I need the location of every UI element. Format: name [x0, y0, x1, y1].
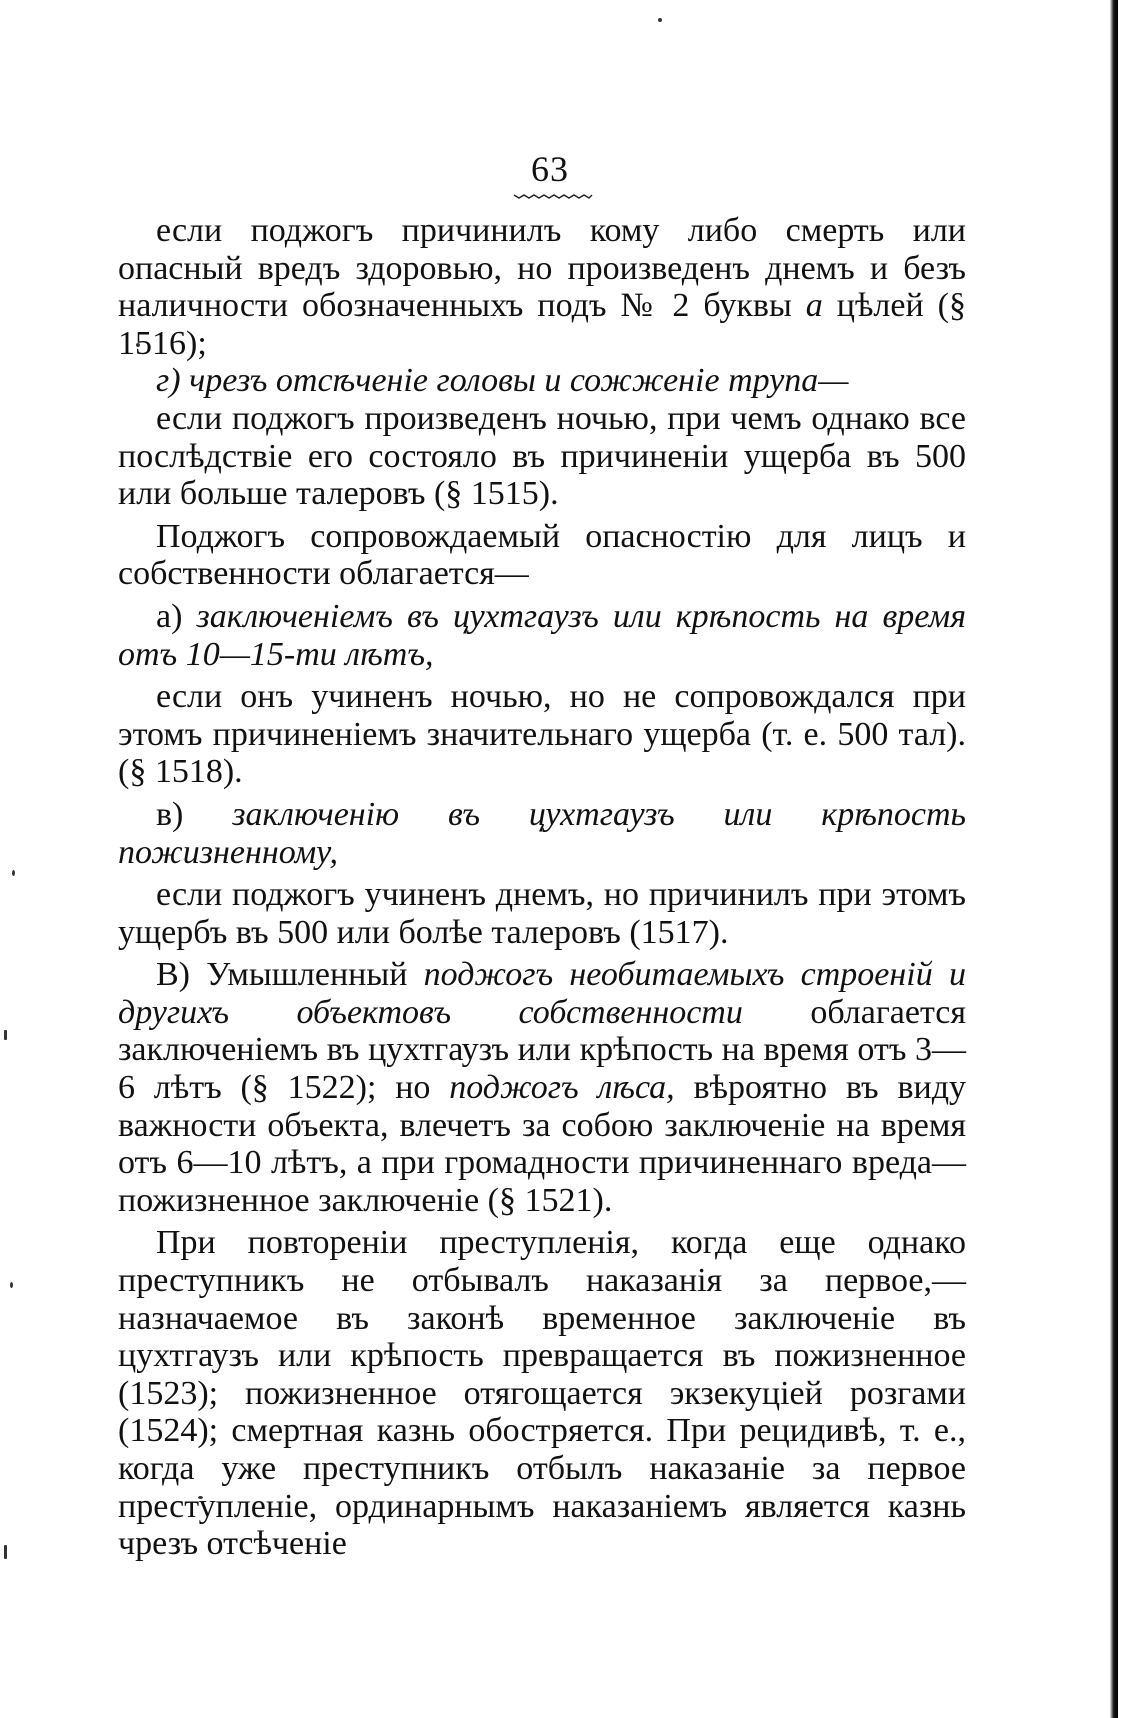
italic-text-run: заключенію въ цухтгаузъ или крѣпость пожизненному,	[118, 795, 966, 871]
paragraph	[118, 1224, 966, 1562]
paragraph	[118, 400, 966, 513]
scan-speck	[658, 18, 662, 22]
text-run: При повтореніи преступленія, когда еще однако преступникъ не отбывалъ наказанія за первое,—назначаемое въ законѣ временное заключеніе въ цухтгаузъ или крѣпость превращается въ пожизненное (1523); пожизненное отягощается экзекуціей розгами (1524); смертная казнь обостряется. При рецидивѣ, т. е., когда уже преступникъ отбылъ наказаніе за первое преступленіе, ординарнымъ наказаніемъ является казнь чрезъ отсѣченіе	[118, 1224, 966, 1563]
italic-text-run: поджогъ необитаемыхъ строеній и другихъ объектовъ собственности	[118, 956, 966, 1031]
paragraph	[118, 598, 966, 673]
text-run: Поджогъ сопровождаемый опасностію для лицъ и собственности облагается—	[118, 517, 966, 593]
italic-text-run: г) чрезъ отсѣченіе головы и сожженіе трупа—	[156, 362, 849, 400]
scan-speck	[4, 1545, 7, 1559]
text-run: если онъ учиненъ ночью, но не сопровождался при этомъ причиненіемъ значительнаго ущерба (т. е. 500 тал). (§ 1518).	[118, 678, 966, 791]
paragraph	[118, 956, 966, 1219]
paragraph	[118, 796, 966, 871]
page-body-text	[118, 212, 966, 1563]
text-run: если поджогъ произведенъ ночью, при чемъ однако все послѣдствіе его состояло въ причиненіи ущерба въ 500 или больше талеровъ (§ 1515).	[118, 399, 966, 513]
text-run: если поджогъ причинилъ кому либо смерть или опасный вредъ здоровью, но произведенъ днемъ и безъ наличности обозначенныхъ подъ № 2 буквы	[118, 212, 966, 325]
text-run: облагается заключеніемъ въ цухтгаузъ или крѣпость на время отъ 3—6 лѣтъ (§ 1522); но	[118, 993, 966, 1107]
paragraph	[118, 518, 966, 593]
paragraph	[118, 678, 966, 791]
italic-text-run: а	[805, 287, 823, 325]
italic-text-run: поджогъ лѣса,	[449, 1069, 675, 1107]
wavy-ornament	[512, 192, 594, 200]
paragraph	[118, 876, 966, 951]
text-run: а)	[156, 597, 197, 635]
page-edge-shadow	[1110, 0, 1118, 1718]
text-run: вѣроятно въ виду важности объекта, влечетъ за собою заключеніе на время отъ 6—10 лѣтъ, а при громадности причиненнаго вреда—пожизненное заключеніе (§ 1521).	[118, 1069, 966, 1219]
scan-speck	[4, 1030, 7, 1040]
scan-speck	[12, 870, 15, 876]
text-run: в)	[156, 795, 233, 833]
scan-speck	[10, 1282, 13, 1288]
text-run: если поджогъ учиненъ днемъ, но причинилъ при этомъ ущербъ въ 500 или болѣе талеровъ (1517).	[118, 876, 966, 951]
paragraph	[118, 212, 966, 362]
italic-text-run: заключеніемъ въ цухтгаузъ или крѣпость на время отъ 10—15-ти лѣтъ,	[118, 597, 966, 673]
paragraph	[118, 362, 966, 400]
page-margin-right	[1118, 0, 1140, 1718]
text-run: В) Умышленный	[156, 956, 424, 994]
page-number: 63	[531, 149, 569, 189]
text-run: цѣлей (§ 1516);	[118, 287, 966, 362]
